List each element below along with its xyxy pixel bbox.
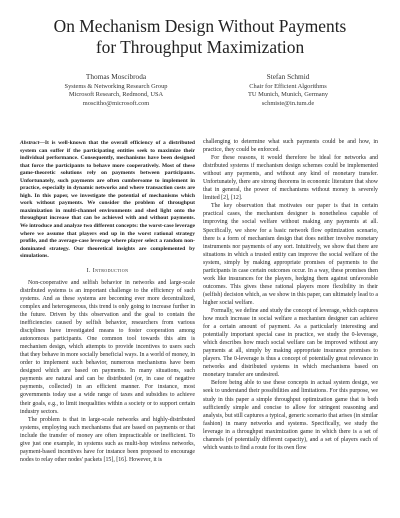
author-institution: Microsoft Research, Redmond, USA (68, 91, 164, 99)
paper-title (20, 16, 380, 58)
title-line-1: On Mechanism Design Without Payments (53, 16, 347, 36)
author-block (0, 72, 400, 122)
author-institution: TU Munich, Munich, Germany (247, 91, 329, 99)
paragraph: Before being able to use these concepts in actual system design, we seek to understand their possibilities and limitations. For this purpose, we study in this paper a simple throughput optimization game that is both sufficiently simple and concise to allow for stringent reasoning and analysis, but still captures a typical, generic scenario that arises (in similar fashion) in many networks and systems. Specifically, we study the leverage in a throughput maximization game in which there is a set of channels (of potentially different capacity), and a set of players each of which wants to find a route for its own flow (203, 380, 378, 451)
abstract-lead: Abstract (20, 140, 40, 146)
right-column (203, 138, 378, 452)
abstract (20, 140, 195, 261)
author-1 (26, 72, 206, 109)
section-heading: I. Introduction (86, 267, 129, 274)
author-affiliation: Chair for Efficient Algorithms (249, 82, 327, 90)
author-name: Thomas Moscibroda (85, 72, 147, 81)
author-2 (198, 72, 378, 109)
abstract-text: —It is well-known that the overall efficiency of a distributed system can suffer if the participating entities seek to maximize their individual performance. Consequently, mechanisms have been designed that force the participants to behave more cooperatively. Most of these game-theoretic solutions rely on payments between participants. Unfortunately, such payments are often cumbersome to implement in practice, especially in dynamic networks and where transaction costs are high. In this paper, we investigate the potential of mechanisms which work without payments. We consider the problem of throughput maximization in multi-channel environments and shed light onto the throughput increase that can be achieved with and without payments. We introduce and analyze two different concepts: the worst-case leverage where we assume that players end up in the worst rational strategy profile, and the average-case leverage where player select a random non-dominated strategy. Our theoretical insights are complemented by simulations. (20, 140, 195, 260)
paragraph: challenging to determine what such payments could be and how, in practice, they could be enforced. (203, 139, 378, 154)
author-email: schmiste@in.tum.de (261, 100, 315, 107)
paragraph: For these reasons, it would therefore be ideal for networks and distributed systems if mechanism design schemes could be implemented without any payments, and without any kind of monetary transfer. Unfortunately, there are strong theorems in economic literature that show that in general, the power of mechanisms without money is severely limited [2], [12]. (203, 155, 378, 202)
paragraph: Non-cooperative and selfish behavior in networks and large-scale distributed systems is an important challenge to the efficiency of such systems. And as these systems are becoming ever more decentralized, complex and heterogeneous, this trend is only going to increase further in the future. Driven by this observation and the goal to contain the inefficiencies caused by selfish behavior, researchers from various disciplines have investigated means to foster cooperation among autonomous participants. One common tool towards this aim is mechanism design, which attempts to provide incentives to users such that they behave in more socially beneficial ways. In a world of money, in order to implement such behavior, numerous mechanisms have been designed which are based on payments. In many situations, such payments are natural and can be distributed (or, in case of negative payments, collected) in an efficient manner. For instance, most governments today use a wide range of taxes and subsidies to achieve their goals, e.g., to limit inequalities within a society or to support certain industry sectors. (20, 279, 195, 415)
author-name: Stefan Schmid (266, 72, 310, 81)
author-affiliation: Systems & Networking Research Group (64, 82, 168, 90)
author-email: moscitho@microsoft.com (82, 100, 150, 107)
paragraph: Formally, we define and study the concept of leverage, which captures how much increase in social welfare a mechanism designer can achieve for a certain amount of payment. As a particularly interesting and potentially important special case in practice, we study the 0-leverage, which describes how much social welfare can be improved without any payments at all, simply by making appropriate insurance promises to players. The 0-leverage is thus a concept of potentially great relevance in networks and distributed systems in which mechanisms based on monetary transfer are undesired. (203, 307, 378, 379)
title-line-2: for Throughput Maximization (95, 37, 305, 57)
paragraph: The problem is that in large-scale networks and highly-distributed systems, employing such mechanisms that are based on payments or that include the transfer of money are often impracticable or inefficient. To give just one example, in systems such as multi-hop wireless networks, payment-based incentives have for instance been proposed to encourage nodes to relay other nodes' packets [15], [16]. However, it is (20, 416, 195, 463)
left-column (20, 140, 195, 464)
paragraph: The key observation that motivates our paper is that in certain practical cases, the mechanism designer is nonetheless capable of improving the social welfare without making any payments at all. Specifically, we show for a basic network flow optimization scenario, there is a form of mechanism design that does neither involve monetary instruments nor payments of any sort. Intuitively, we show that there are situations in which a trusted entity can improve the social welfare of the system, simply by making appropriate promises of payments to the participants in case certain outcomes occur. In a way, these promises then work like insurances for the players, hedging them against unfavorable outcomes. This gives these rational players more flexibility in their (selfish) decision which, as we show in this paper, can ultimately lead to a higher social welfare. (203, 203, 378, 306)
